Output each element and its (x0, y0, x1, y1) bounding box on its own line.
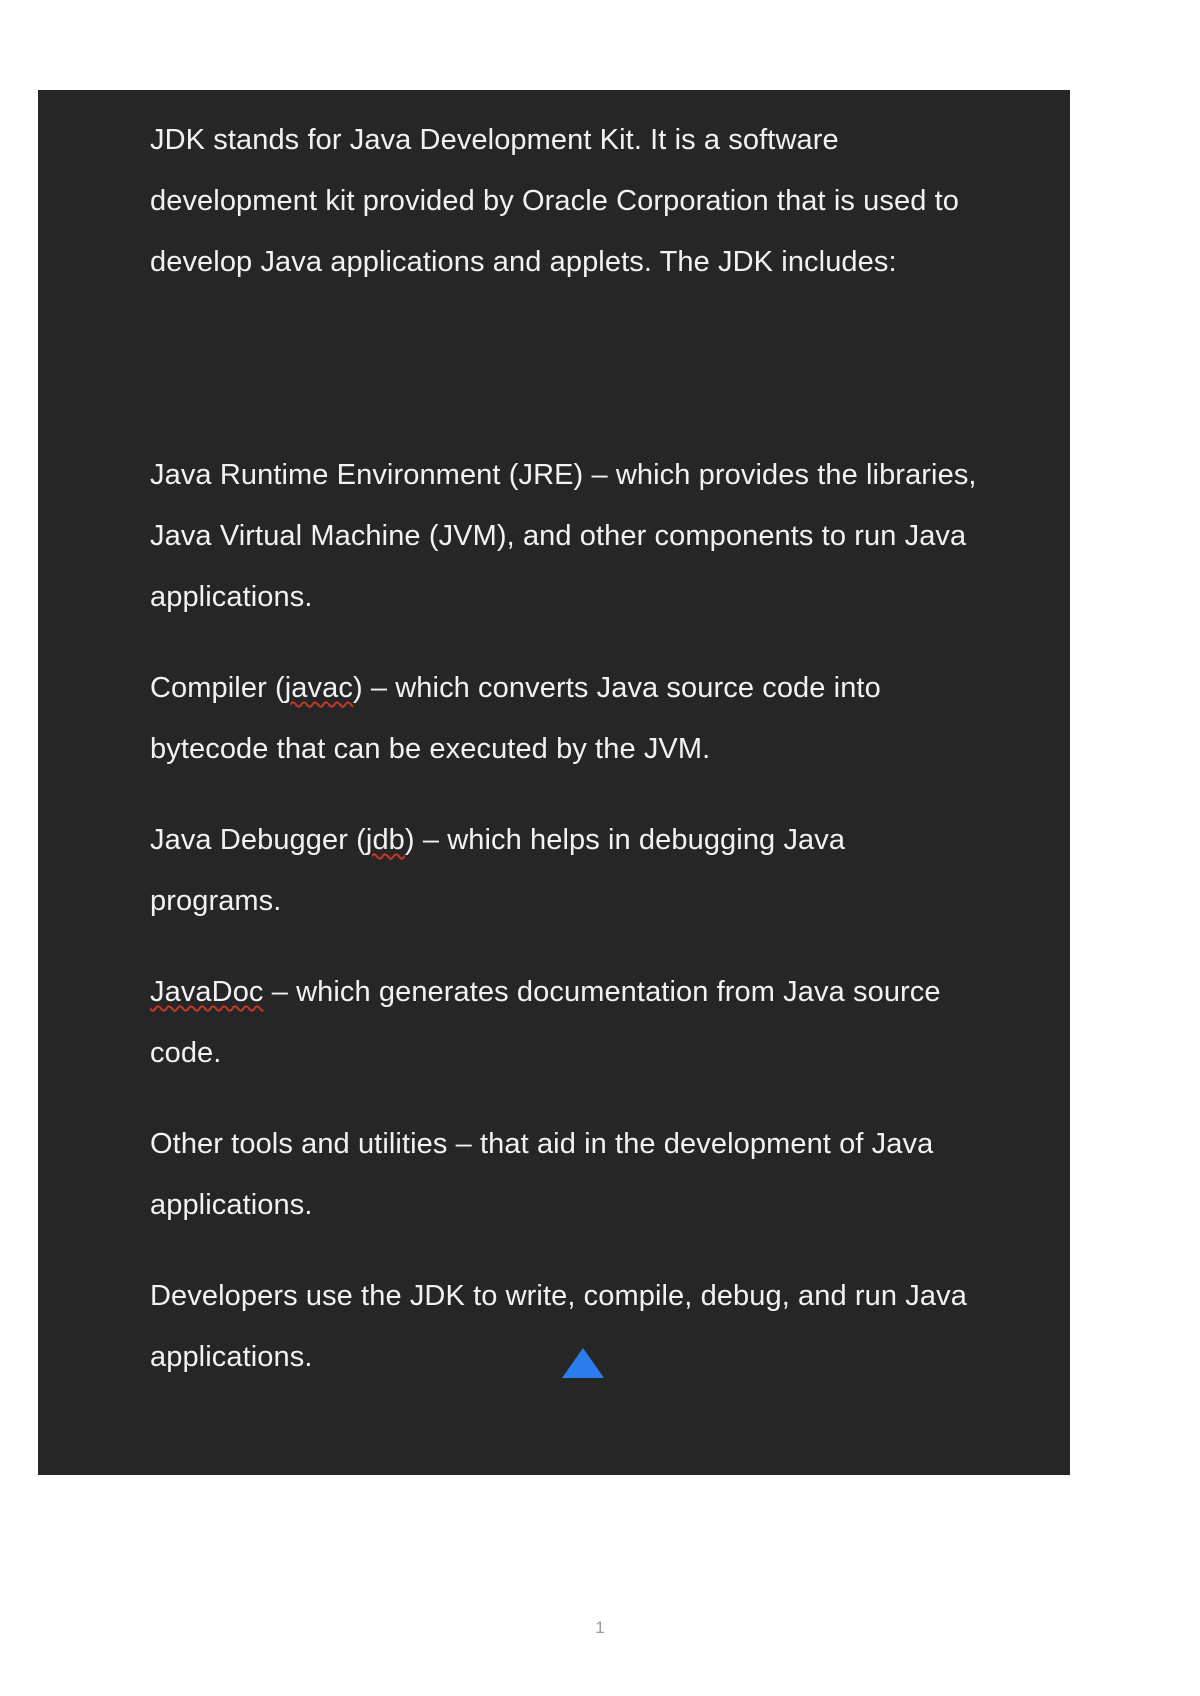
page-number: 1 (595, 1618, 605, 1637)
paragraph-intro: JDK stands for Java Development Kit. It is a software development kit provided by Oracle Corporation that is used to develop Java applications and applets. The JDK includes: (150, 124, 959, 278)
list-item-text-before: Compiler ( (150, 672, 285, 704)
document-page[interactable] (38, 90, 1070, 1475)
list-item (150, 962, 980, 1084)
list-item (150, 658, 980, 780)
selection-handle-icon[interactable] (562, 1348, 604, 1378)
list-item-text-after: ) – which converts Java source code into bytecode that can be executed by the JVM. (150, 672, 881, 765)
list-item-text-after: – which generates documentation from Java source code. (150, 976, 941, 1069)
spellcheck-word[interactable]: jdb (365, 824, 405, 856)
paragraph-spacer (150, 293, 980, 415)
spellcheck-word[interactable]: javac (284, 672, 353, 704)
list-item-text-before: Other tools and utilities – that aid in the development of Java applications. (150, 1128, 934, 1221)
document-text-body[interactable] (150, 110, 980, 1388)
list-item-text-after: ) – which helps in debugging Java programs. (150, 824, 846, 917)
spellcheck-word[interactable]: JavaDoc (150, 976, 264, 1008)
list-item (150, 1114, 980, 1236)
list-item (150, 810, 980, 932)
list-item-text-before: Developers use the JDK to write, compile, debug, and run Java applications. (150, 1280, 967, 1373)
list-item-text-before: Java Debugger ( (150, 824, 366, 856)
list-item-text-before: Java Runtime Environment (JRE) – which provides the libraries, Java Virtual Machine (JVM), and other components to run Java applications. (150, 459, 977, 613)
list-item (150, 445, 980, 628)
